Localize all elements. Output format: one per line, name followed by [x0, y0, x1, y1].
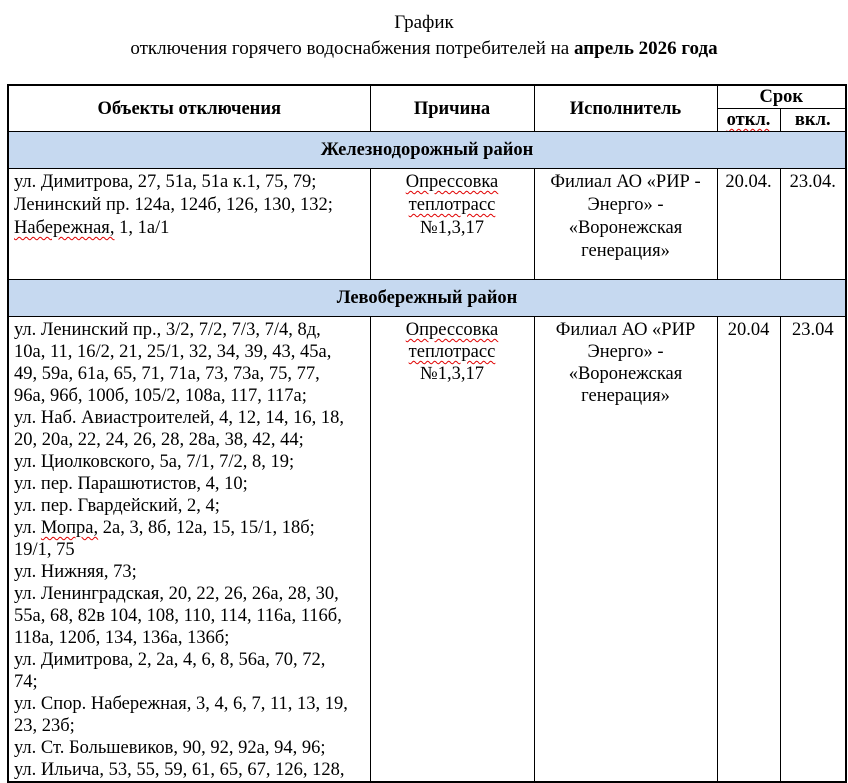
page-title — [0, 0, 848, 62]
column-header-term-off — [717, 109, 780, 132]
title-line-2 — [0, 36, 848, 62]
section-header-row — [8, 132, 846, 169]
table-row — [8, 317, 846, 783]
section-header-row — [8, 280, 846, 317]
title-line-1: График — [394, 12, 454, 33]
title-line-2-normal: отключения горячего водоснабжения потребителей на — [130, 38, 574, 59]
table-header-row — [8, 85, 846, 109]
objects-cell: ул. Ленинский пр., 3/2, 7/2, 7/3, 7/4, 8д, 10а, 11, 16/2, 21, 25/1, 32, 34, 39, 43, 45а, 49, 59а, 61а, 65, 71, 71а, 73, 73а, 75, 77, 96а, 96б, 100б, 105/2, 108а, 117, 117а; ул. Наб. Авиастроителей, 4, 12, 14, 16, 18, 20, 20а, 22, 24, 26, 28, 28а, 38, 42, 44; ул. Циолковского, 5а, 7/1, 7/2, 8, 19; ул. пер. Парашютистов, 4, 10; ул. пер. Гвардейский, 2, 4; ул. Мопра, 2а, 3, 8б, 12а, 15, 15/1, 18б; 19/1, 75 ул. Нижняя, 73; ул. Ленинградская, 20, 22, 26, 26а, 28, 30, 55а, 68, 82в 104, 108, 110, 114, 116а, 116б, 118а, 120б, 134, 136а, 136б; ул. Димитрова, 2, 2а, 4, 6, 8, 56а, 70, 72, 74; ул. Спор. Набережная, 3, 4, 6, 7, 11, 13, 19, 23, 23б; ул. Ст. Большевиков, 90, 92, 92а, 94, 96; ул. Ильича, 53, 55, 59, 61, 65, 67, 126, 128, — [8, 317, 370, 783]
schedule-table — [7, 84, 847, 783]
date-off-cell: 20.04 — [717, 317, 780, 783]
column-header-objects: Объекты отключения — [8, 85, 370, 132]
date-off-cell: 20.04. — [717, 169, 780, 280]
reason-cell: Опрессовка теплотрасс №1,3,17 — [370, 317, 534, 783]
date-on-cell: 23.04 — [780, 317, 846, 783]
column-header-term-on: вкл. — [780, 109, 846, 132]
title-line-2-bold: апрель 2026 года — [573, 38, 718, 59]
section-name-levoberezhny: Левобережный район — [8, 280, 846, 317]
section-name-zheleznodorozhny: Железнодорожный район — [8, 132, 846, 169]
executor-cell: Филиал АО «РИР - Энерго» - «Воронежская генерация» — [534, 169, 717, 280]
date-on-cell: 23.04. — [780, 169, 846, 280]
table-row — [8, 169, 846, 280]
column-header-executor: Исполнитель — [534, 85, 717, 132]
column-header-reason: Причина — [370, 85, 534, 132]
column-header-term: Срок — [717, 85, 846, 109]
objects-cell: ул. Димитрова, 27, 51а, 51а к.1, 75, 79; Ленинский пр. 124а, 124б, 126, 130, 132; Набережная, 1, 1а/1 — [8, 169, 370, 280]
term-off-label: откл. — [726, 110, 771, 130]
reason-cell: Опрессовка теплотрасс №1,3,17 — [370, 169, 534, 280]
executor-cell: Филиал АО «РИР Энерго» - «Воронежская генерация» — [534, 317, 717, 783]
